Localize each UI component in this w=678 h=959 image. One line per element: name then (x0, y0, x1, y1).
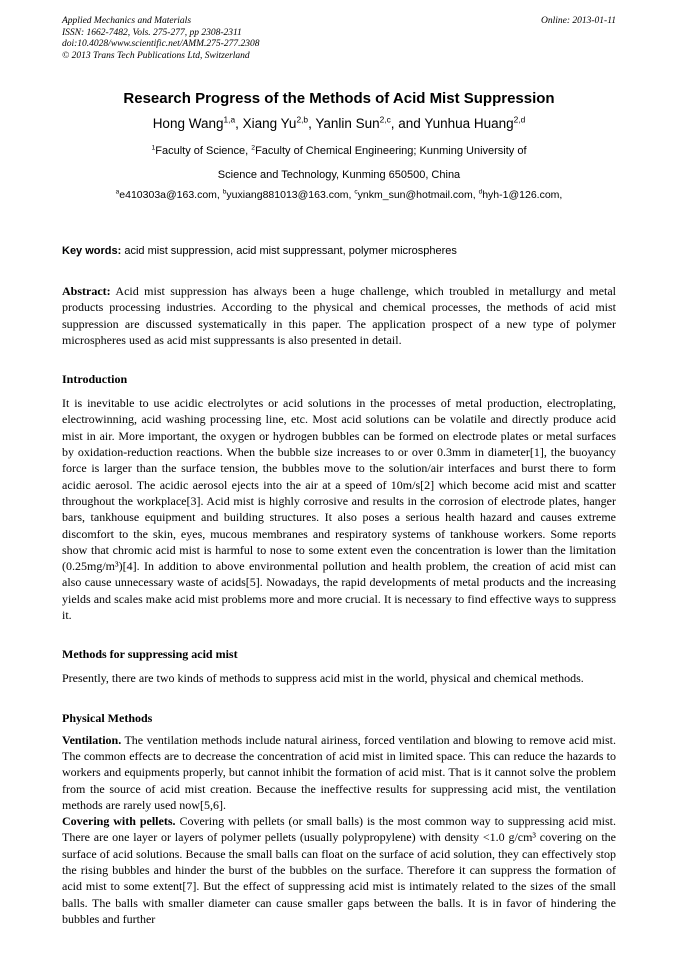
keywords-line (62, 245, 616, 257)
section-heading-methods: Methods for suppressing acid mist (62, 647, 238, 662)
email (222, 188, 358, 201)
author-name: Yunhua Huang (424, 116, 514, 131)
paper-title: Research Progress of the Methods of Acid Mist Suppression (123, 90, 555, 107)
author-name: Hong Wang (152, 116, 224, 131)
author (153, 116, 243, 131)
author-name: Xiang Yu (242, 116, 297, 131)
email-text: yuxiang881013@163.com, (226, 189, 355, 201)
journal-copyright-line: © 2013 Trans Tech Publications Ltd, Switzerland (62, 50, 250, 61)
journal-doi-line: doi:10.4028/www.scientific.net/AMM.275-277.2308 (62, 39, 260, 49)
abstract-paragraph (62, 283, 616, 348)
author-sup: 1,a (223, 114, 236, 125)
paragraph-lead-covering: Covering with pellets. (62, 814, 176, 829)
email-sup: b (222, 188, 227, 196)
email (479, 189, 563, 201)
email (116, 189, 223, 201)
author-separator: , (308, 116, 316, 131)
email-sup: c (354, 188, 358, 196)
email-text: e410303a@163.com, (119, 189, 223, 201)
email-sup: d (478, 188, 483, 196)
abstract-text: Acid mist suppression has always been a huge challenge, which troubled in metallurgy and metal products processing industries. According to the physical and chemical processes, the methods of acid mist suppression are discussed systematically in this paper. The application prospect of a new type of polymer microspheres used as acid mist suppressants is also presented in detail. (62, 284, 616, 347)
journal-header (62, 16, 616, 62)
email-text: ynkm_sun@hotmail.com, (357, 189, 479, 201)
email-text: hyh-1@126.com, (482, 189, 563, 201)
paragraph-text-ventilation: The ventilation methods include natural airiness, forced ventilation and blowing to remove acid mist. The common effects are to decrease the concentration of acid mist in limited space. This can reduce the hazards to workers and equipments properly, but cannot inhibit the formation of acid mist. That is it cannot solve the problem from the source of acid mist creation. Because the ineffective results for suppressing acid mist, the ventilation methods are rarely used now[5,6]. (62, 732, 616, 812)
affiliation-sup-1: 1 (151, 144, 156, 152)
author-sup: 2,b (296, 114, 309, 125)
paragraph-text-covering: Covering with pellets (or small balls) is the most common way to suppressing acid mist. There are one layer or layers of polymer pellets (usually polypropylene) with density <1.0 g/cm³ covering on the surface of acid solutions. Because the small balls can float on the surface of acid solution, they can effectively stop the rising bubbles and hinder the burst of the bubbles on the surface. Therefore it can suppress the formation of acid mist to some extent[7]. But the effect of suppressing acid mist is intimately related to the sizes of the small balls. The balls with smaller diameter can cause smaller gaps between the balls. It is in favor of hindering the bubbles and further (62, 814, 617, 926)
affiliation-line-2: Science and Technology, Kunming 650500, China (217, 169, 461, 181)
author-separator: , and (390, 116, 425, 131)
section-heading-physical-methods: Physical Methods (62, 710, 153, 725)
emails-line (62, 189, 616, 201)
keywords-text: acid mist suppression, acid mist suppressant, polymer microspheres (121, 245, 457, 257)
journal-issn-line: ISSN: 1662-7482, Vols. 275-277, pp 2308-2311 (62, 27, 242, 38)
author-sup: 2,d (513, 114, 526, 125)
affiliation (62, 139, 616, 187)
email (354, 189, 478, 201)
author (315, 116, 424, 131)
author (424, 116, 525, 131)
introduction-paragraph: It is inevitable to use acidic electrolytes or acid solutions in the processes of metal production, electroplating, electrowinning, acid washing processing line, etc. Most acid solutions can be volatile and directly produce acid mist in air. More important, the oxygen or hydrogen bubbles can be formed on electrode plates or metal surfaces by oxidation-reduction reactions. When the bubble size increases to or over 0.3mm in diameter[1], the buoyancy force is larger than the surface tension, the bubbles move to the solution/air interfaces and burst there to form acidic aerosol. The acidic aerosol ejects into the air at a speed of 10m/s[2] which become acid mist and scatter throughout the workplace[3]. Acid mist is highly corrosive and results in the corrosion of electrode plates, hanger bars, tankhouse equipment and building structures. It also poses a serious health hazard and causes extreme discomfort to the skin, eyes, mucous membranes and respiratory systems of tankhouse workers. Some reports show that chromic acid mist is harmful to nose to some extent even the concentration is lower than the limitation (0.25mg/m³)[4]. In addition to above environmental pollution and health problem, the creation of acid mist can also cause unnecessary waste of acids[5]. Nowadays, the rapid developments of metal products and the increasing yields and scales make acid mist problems more and more crucial. It is necessary to find effective ways to suppress it. (62, 396, 616, 623)
affiliation-part-2: Faculty of Chemical Engineering; Kunming University of (255, 145, 527, 157)
affiliation-part-1: Faculty of Science, (155, 145, 252, 157)
covering-with-pellets-paragraph (62, 813, 616, 927)
email-sup: a (115, 188, 120, 196)
authors-line (62, 116, 616, 131)
ventilation-paragraph (62, 732, 616, 813)
author (243, 116, 316, 131)
keywords-label: Key words: (62, 245, 122, 257)
author-sup: 2,c (379, 114, 391, 125)
paragraph-lead-ventilation: Ventilation. (62, 732, 122, 747)
online-date: Online: 2013-01-11 (540, 16, 616, 26)
abstract-label: Abstract: (62, 284, 111, 298)
journal-info-block (62, 16, 259, 62)
journal-name: Applied Mechanics and Materials (62, 16, 192, 26)
methods-paragraph: Presently, there are two kinds of methods to suppress acid mist in the world, physical and chemical methods. (62, 671, 584, 686)
author-name: Yanlin Sun (315, 116, 380, 131)
affiliation-sup-2: 2 (251, 144, 256, 152)
affiliation-line-1 (62, 139, 616, 163)
author-separator: , (235, 116, 243, 131)
section-heading-introduction: Introduction (62, 372, 128, 387)
